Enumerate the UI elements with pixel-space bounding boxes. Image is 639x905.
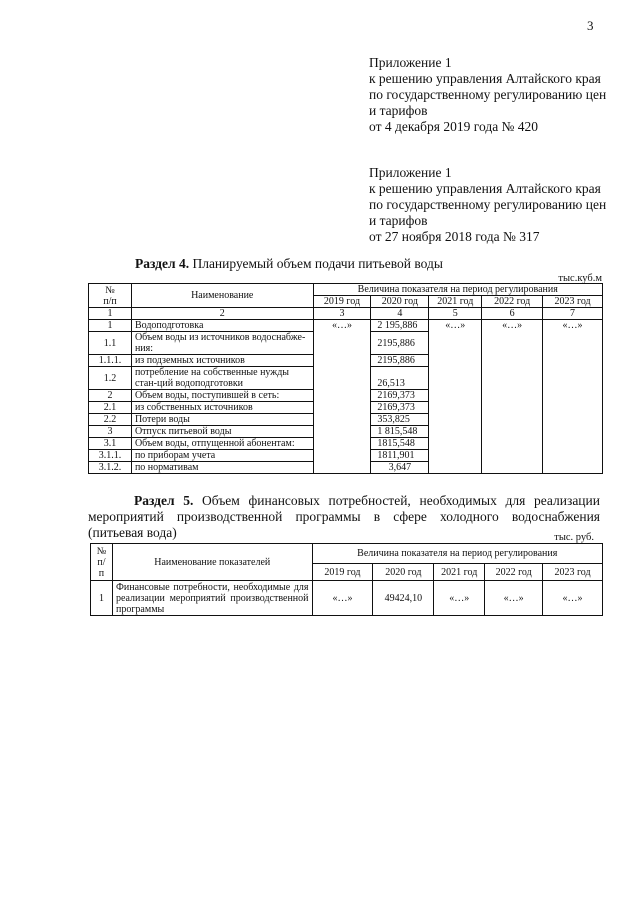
- table-row: [89, 320, 603, 332]
- index-cell: 2: [131, 308, 313, 320]
- index-cell: 7: [543, 308, 603, 320]
- value-2021: «…»: [434, 581, 485, 616]
- value-2020: 2 195,886: [371, 320, 429, 332]
- row-num: 1: [89, 320, 132, 332]
- section5-title: Объем финансовых потребностей, необходимых для реализации мероприятий производственной программы в сфере холодного водоснабжения (питьевая вода): [88, 493, 600, 540]
- header-year: 2021 год: [434, 564, 485, 581]
- value-2020: 353,825: [371, 414, 429, 426]
- appendix-header-current: Приложение 1 к решению управления Алтайского края по государственному регулированию цен и тарифов от 4 декабря 2019 года № 420: [369, 55, 607, 134]
- row-num: 1.1: [89, 332, 132, 355]
- header-period: Величина показателя на период регулирования: [312, 544, 602, 564]
- index-cell: 4: [371, 308, 429, 320]
- row-num: 3: [89, 426, 132, 438]
- row-num: 1.2: [89, 367, 132, 390]
- value-2022: «…»: [485, 581, 543, 616]
- header-year: 2020 год: [371, 296, 429, 308]
- header-year: 2023 год: [543, 296, 603, 308]
- index-cell: 5: [429, 308, 482, 320]
- section4-label: Раздел 4.: [135, 256, 190, 271]
- value-2023: «…»: [543, 581, 603, 616]
- value-2022: «…»: [482, 320, 543, 474]
- row-num: 3.1.1.: [89, 450, 132, 462]
- value-2020: 2169,373: [371, 402, 429, 414]
- header-name: Наименование показателей: [112, 544, 312, 581]
- index-cell: 6: [482, 308, 543, 320]
- row-name: потребление на собственные нужды стан-ций водоподготовки: [131, 367, 313, 390]
- row-name: Объем воды из источников водоснабже-ния:: [131, 332, 313, 355]
- row-name: Отпуск питьевой воды: [131, 426, 313, 438]
- row-name: Потери воды: [131, 414, 313, 426]
- row-name: Объем воды, поступившей в сеть:: [131, 390, 313, 402]
- value-2020: 1 815,548: [371, 426, 429, 438]
- value-2020: 2195,886: [371, 332, 429, 355]
- section5-heading: [88, 493, 600, 541]
- header-year: 2022 год: [485, 564, 543, 581]
- table-row: [91, 581, 603, 616]
- row-name: по нормативам: [131, 462, 313, 474]
- section5-label: Раздел 5.: [134, 493, 194, 508]
- value-2020: 3,647: [371, 462, 429, 474]
- row-num: 2: [89, 390, 132, 402]
- section4-unit: тыс.куб.м: [558, 273, 602, 284]
- section4-table: [88, 283, 603, 474]
- section5-unit: тыс. руб.: [554, 532, 594, 543]
- header-num: № п/п: [89, 284, 132, 308]
- header-year: 2019 год: [313, 296, 371, 308]
- index-cell: 3: [313, 308, 371, 320]
- header-year: 2021 год: [429, 296, 482, 308]
- value-2020: 2169,373: [371, 390, 429, 402]
- row-num: 2.1: [89, 402, 132, 414]
- section5-table: [90, 543, 603, 616]
- value-2021: «…»: [429, 320, 482, 474]
- row-name: Объем воды, отпущенной абонентам:: [131, 438, 313, 450]
- header-period: Величина показателя на период регулирования: [313, 284, 602, 296]
- section4-heading: [135, 256, 443, 272]
- value-2019: «…»: [312, 581, 373, 616]
- value-2020: 2195,886: [371, 355, 429, 367]
- row-num: 1: [91, 581, 113, 616]
- row-name: Водоподготовка: [131, 320, 313, 332]
- value-2019: «…»: [313, 320, 371, 474]
- value-2020: 49424,10: [373, 581, 434, 616]
- row-name: Финансовые потребности, необходимые для реализации мероприятий производственной программы: [112, 581, 312, 616]
- value-2023: «…»: [543, 320, 603, 474]
- appendix-header-previous: Приложение 1 к решению управления Алтайского края по государственному регулированию цен и тарифов от 27 ноября 2018 года № 317: [369, 165, 607, 244]
- row-name: по приборам учета: [131, 450, 313, 462]
- row-num: 3.1.2.: [89, 462, 132, 474]
- value-2020: 1815,548: [371, 438, 429, 450]
- index-cell: 1: [89, 308, 132, 320]
- row-num: 3.1: [89, 438, 132, 450]
- header-name: Наименование: [131, 284, 313, 308]
- row-num: 2.2: [89, 414, 132, 426]
- row-name: из подземных источников: [131, 355, 313, 367]
- section4-title: Планируемый объем подачи питьевой воды: [189, 256, 443, 271]
- value-2020: 1811,901: [371, 450, 429, 462]
- header-year: 2019 год: [312, 564, 373, 581]
- value-2020: 26,513: [371, 367, 429, 390]
- row-name: из собственных источников: [131, 402, 313, 414]
- header-num: № п/ п: [91, 544, 113, 581]
- header-year: 2022 год: [482, 296, 543, 308]
- page-number: 3: [587, 18, 594, 33]
- row-num: 1.1.1.: [89, 355, 132, 367]
- header-year: 2023 год: [543, 564, 603, 581]
- header-year: 2020 год: [373, 564, 434, 581]
